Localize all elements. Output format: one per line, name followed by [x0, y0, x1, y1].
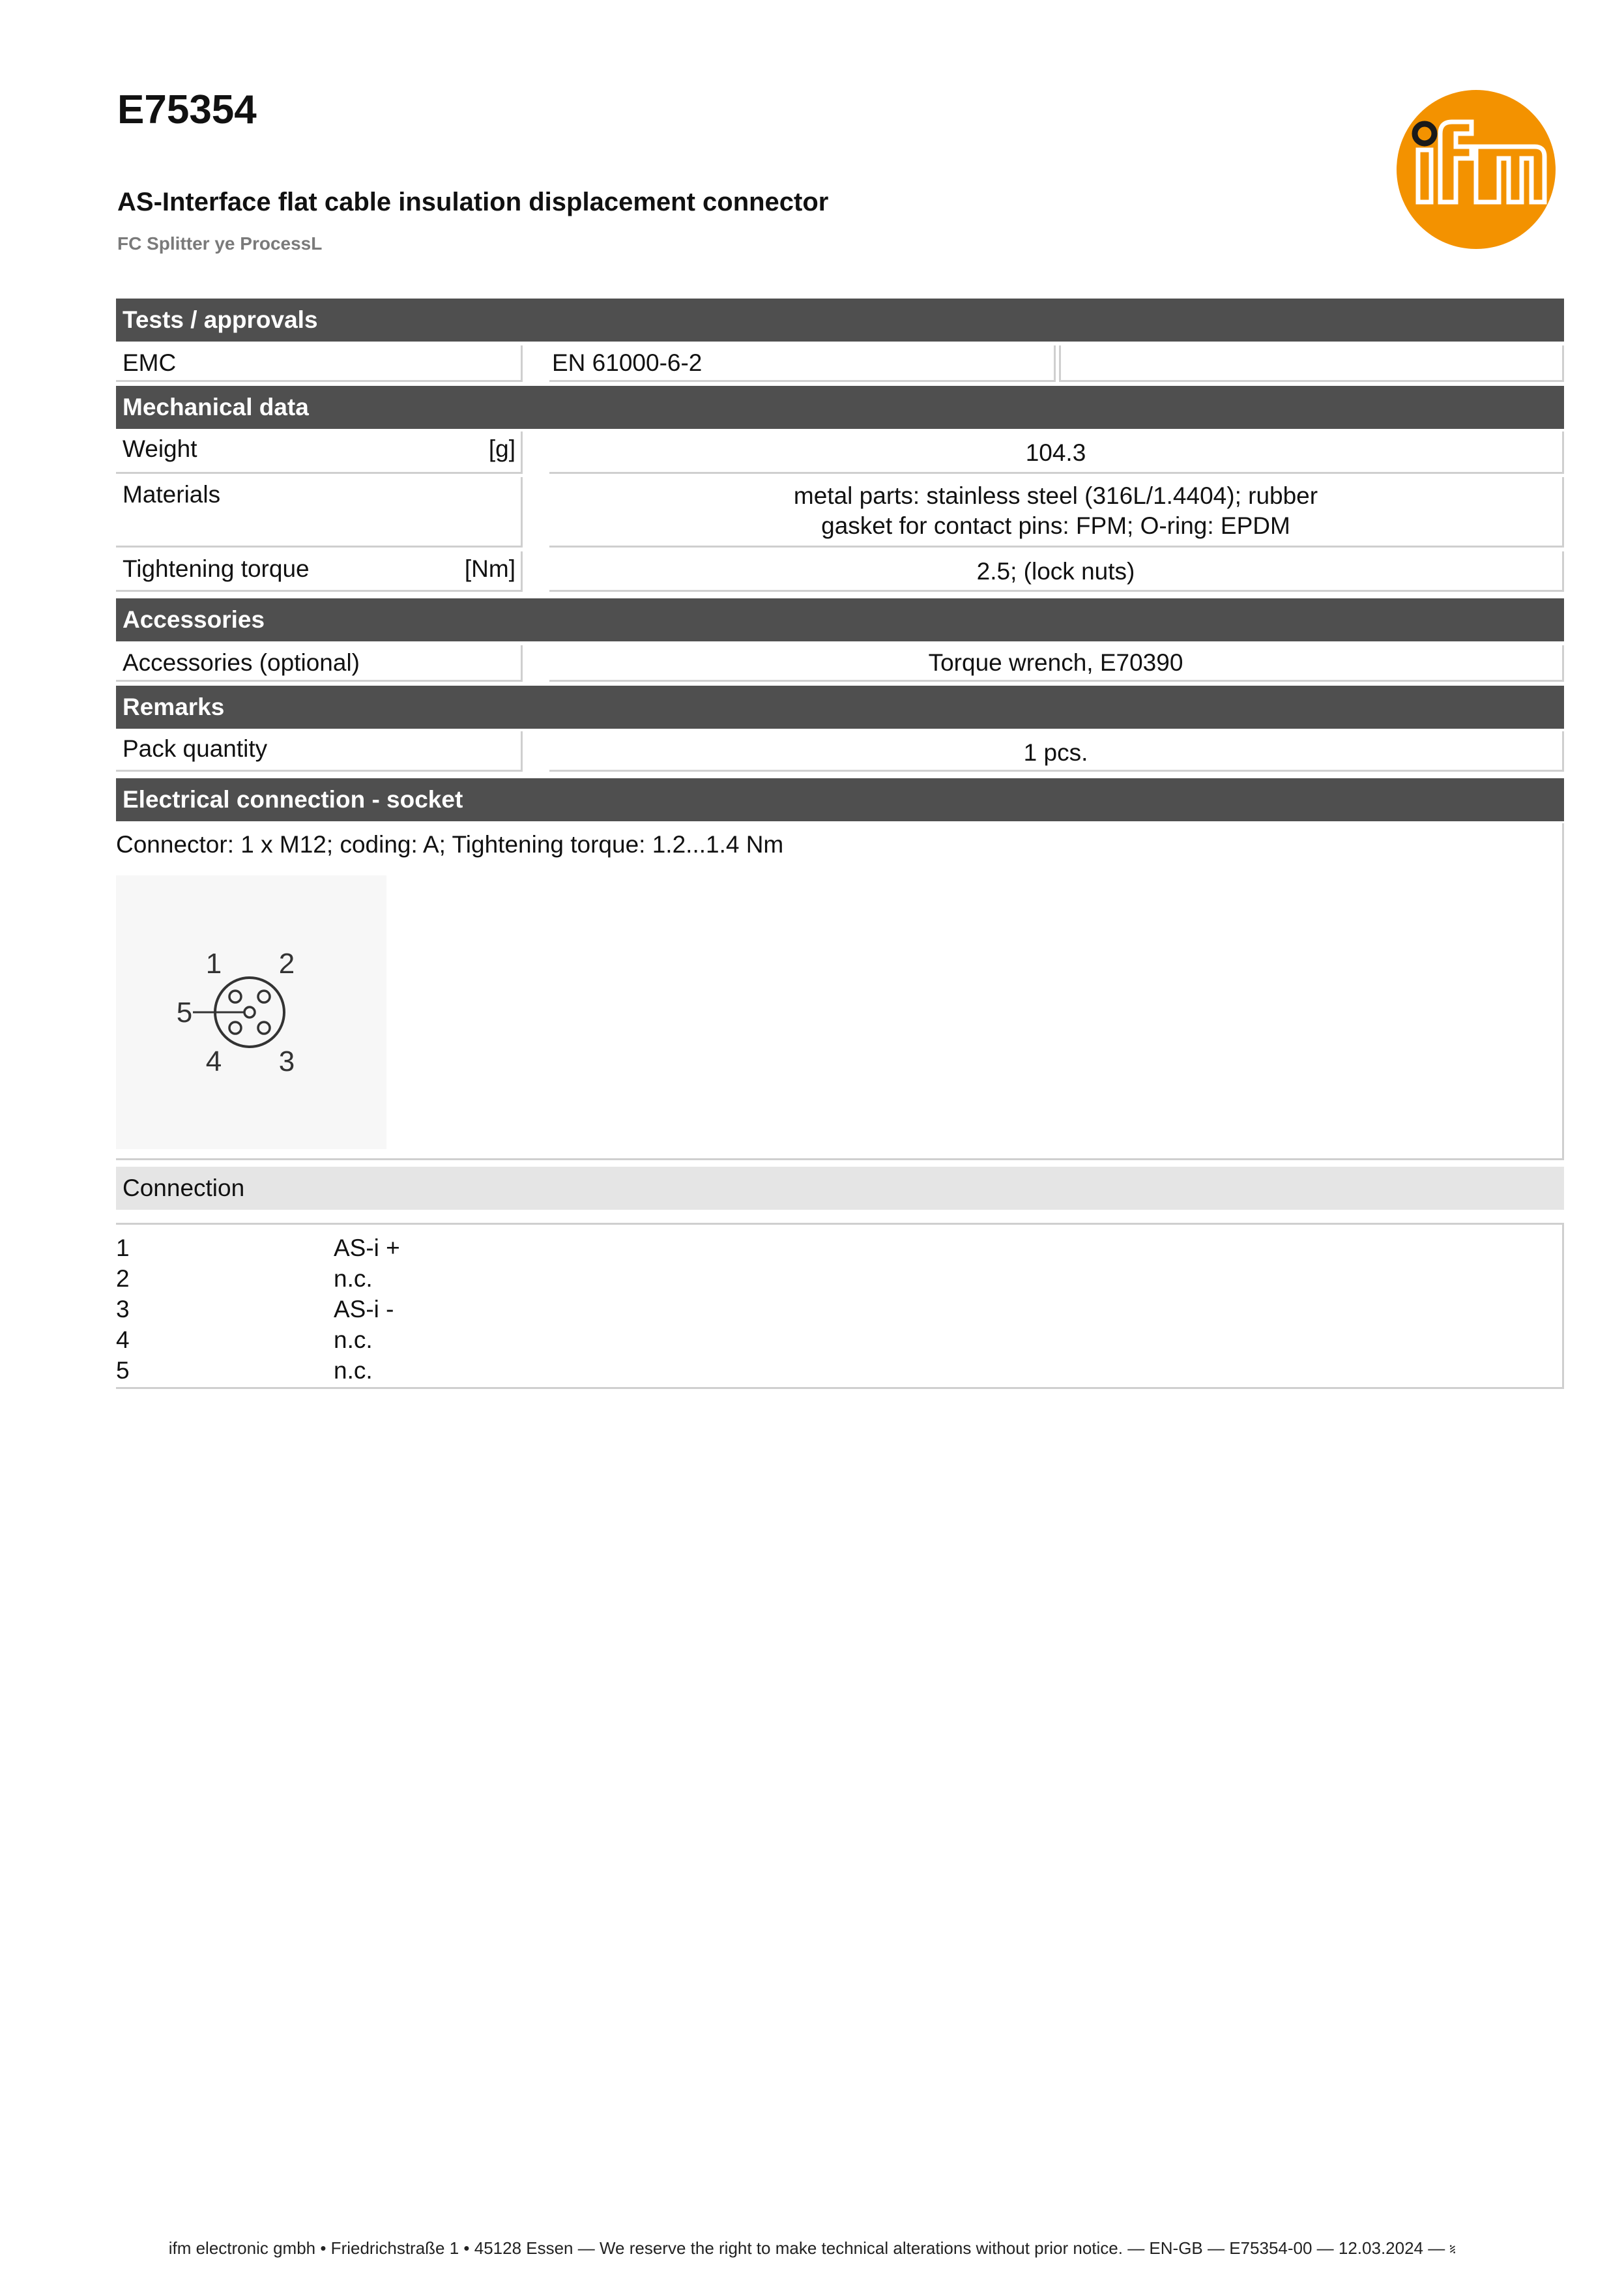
- pin-number: 2: [116, 1265, 130, 1292]
- accessories-label: Accessories (optional): [116, 645, 523, 682]
- pack-quantity-value: 1 pcs.: [549, 731, 1564, 772]
- table-row: [116, 1233, 1562, 1263]
- section-header-mechanical: Mechanical data: [116, 386, 1564, 429]
- pack-quantity-label: Pack quantity: [116, 731, 523, 772]
- emc-value: EN 61000-6-2: [549, 345, 1056, 382]
- connector-description: Connector: 1 x M12; coding: A; Tightening torque: 1.2...1.4 Nm: [116, 831, 784, 858]
- torque-row-label: [116, 551, 523, 592]
- pin-number: 1: [116, 1235, 130, 1261]
- page-symbol-icon: ⹏: [1449, 2238, 1456, 2258]
- pin-number: 5: [116, 1357, 130, 1384]
- electrical-connection-box: [116, 823, 1564, 1160]
- weight-value: 104.3: [549, 431, 1564, 474]
- pin-function: AS-i -: [334, 1296, 394, 1323]
- weight-unit: [g]: [488, 435, 515, 462]
- accessories-value: Torque wrench, E70390: [549, 645, 1564, 682]
- product-code-title: E75354: [117, 87, 257, 132]
- pin-label-3: 3: [278, 1045, 295, 1077]
- materials-value: [549, 477, 1564, 548]
- pin-function: n.c.: [334, 1265, 373, 1292]
- connection-pin-table: [116, 1223, 1564, 1389]
- table-row: [116, 1294, 1562, 1324]
- materials-label: Materials: [116, 477, 523, 548]
- section-header-tests: Tests / approvals: [116, 299, 1564, 342]
- pin-label-1: 1: [205, 948, 222, 980]
- emc-empty-cell: [1059, 345, 1564, 382]
- section-header-electrical: Electrical connection - socket: [116, 778, 1564, 821]
- materials-value-line2: gasket for contact pins: FPM; O-ring: EPDM: [821, 512, 1290, 539]
- pin-label-2: 2: [278, 948, 295, 980]
- footer-text: ifm electronic gmbh • Friedrichstraße 1 • 45128 Essen — We reserve the right to make technical alterations without prior notice. — EN-GB — E75354-00 — 12.03.2024 —: [168, 2238, 1445, 2258]
- table-row: [116, 1324, 1562, 1355]
- ifm-logo: [1395, 88, 1558, 251]
- pin-label-5: 5: [176, 997, 193, 1029]
- table-row: [116, 1355, 1562, 1386]
- product-subtitle: FC Splitter ye ProcessL: [117, 233, 323, 254]
- section-header-connection: Connection: [116, 1167, 1564, 1210]
- m12-socket-pinout-diagram: [116, 875, 386, 1149]
- section-header-remarks: Remarks: [116, 686, 1564, 729]
- materials-value-line1: metal parts: stainless steel (316L/1.4404); rubber: [793, 482, 1318, 509]
- torque-unit: [Nm]: [464, 555, 515, 582]
- torque-value: 2.5; (lock nuts): [549, 551, 1564, 592]
- torque-label: Tightening torque: [123, 555, 310, 582]
- product-title: AS-Interface flat cable insulation displacement connector: [117, 188, 829, 216]
- pin-function: n.c.: [334, 1357, 373, 1384]
- emc-label: EMC: [116, 345, 523, 382]
- page-footer: [0, 2236, 1624, 2259]
- weight-label: Weight: [123, 435, 197, 462]
- pin-number: 4: [116, 1326, 130, 1353]
- weight-row-label: [116, 431, 523, 474]
- pin-number: 3: [116, 1296, 130, 1323]
- table-row: [116, 1263, 1562, 1294]
- section-header-accessories: Accessories: [116, 598, 1564, 641]
- pin-function: n.c.: [334, 1326, 373, 1353]
- pin-label-4: 4: [205, 1045, 222, 1077]
- pin-function: AS-i +: [334, 1235, 400, 1261]
